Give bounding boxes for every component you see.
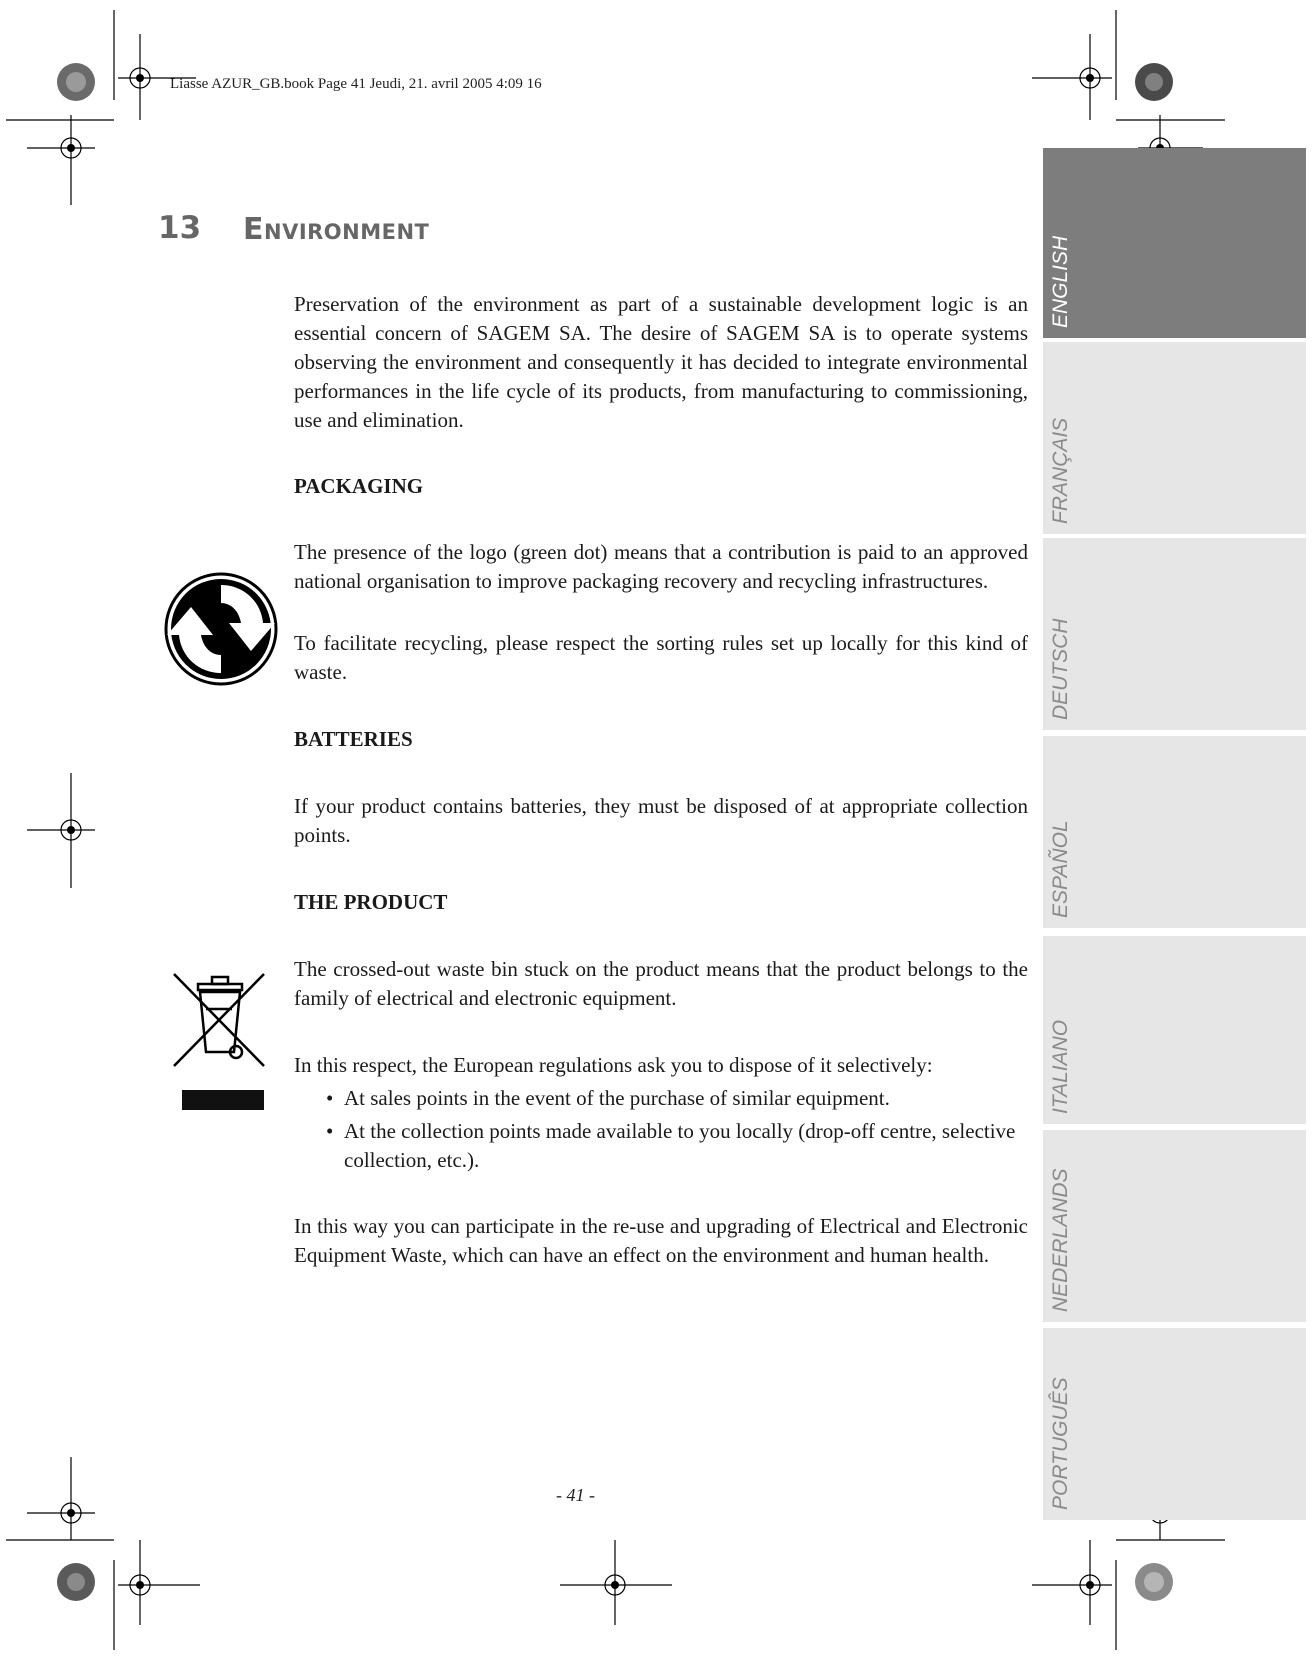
tab-deutsch[interactable] [1043,538,1306,730]
tab-label: PORTUGUÊS [1049,1377,1072,1510]
crossed-out-wheelie-bin-icon [170,964,270,1114]
tab-label: FRANÇAIS [1049,417,1072,524]
packaging-heading: PACKAGING [294,474,424,498]
packaging-text-1: The presence of the logo (green dot) means that a contribution is paid to an approved national organisation to improve packaging recovery and recycling infrastructures. [294,540,1028,593]
list-item: • At the collection points made available to you locally (drop-off centre, selective collection, etc.). [324,1117,1028,1175]
intro-paragraph: Preservation of the environment as part of a sustainable development logic is an essential concern of SAGEM SA. The desire of SAGEM SA is to operate systems observing the environment and consequently it has decided to integrate environmental performances in the life cycle of its products, from manufacturing to commissioning, use and elimination. [294,292,1028,432]
chapter-title: Environment [243,212,430,247]
product-bullet-list [324,1084,1028,1179]
product-text-3: In this way you can participate in the re-use and upgrading of Electrical and Electronic Equipment Waste, which can have an effect on the environment and human health. [294,1214,1028,1267]
batteries-heading: BATTERIES [294,727,413,751]
tab-espanol[interactable] [1043,736,1306,928]
page-number: - 41 - [556,1485,595,1505]
product-heading: THE PRODUCT [294,890,448,914]
chapter-number: 13 [158,210,202,246]
product-text-1: The crossed-out waste bin stuck on the product means that the product belongs to the family of electrical and electronic equipment. [294,957,1028,1010]
print-header: Liasse AZUR_GB.book Page 41 Jeudi, 21. avril 2005 4:09 16 [170,76,542,92]
tab-label: NEDERLANDS [1049,1168,1072,1312]
tab-label: DEUTSCH [1049,618,1072,720]
list-item: • At sales points in the event of the purchase of similar equipment. [324,1084,1028,1113]
product-text-2: In this respect, the European regulations ask you to dispose of it selectively: [294,1053,933,1077]
packaging-text-2: To facilitate recycling, please respect the sorting rules set up locally for this kind of waste. [294,631,1028,684]
tab-francais[interactable] [1043,342,1306,534]
tab-label: ESPAÑOL [1049,820,1072,918]
tab-english[interactable] [1043,148,1306,338]
tab-italiano[interactable] [1043,936,1306,1124]
tab-label: ENGLISH [1049,235,1072,328]
batteries-text: If your product contains batteries, they must be disposed of at appropriate collection points. [294,794,1028,847]
tab-portugues[interactable] [1043,1328,1306,1520]
tab-nederlands[interactable] [1043,1130,1306,1322]
green-dot-recycling-icon [163,571,279,687]
tab-label: ITALIANO [1049,1019,1072,1114]
